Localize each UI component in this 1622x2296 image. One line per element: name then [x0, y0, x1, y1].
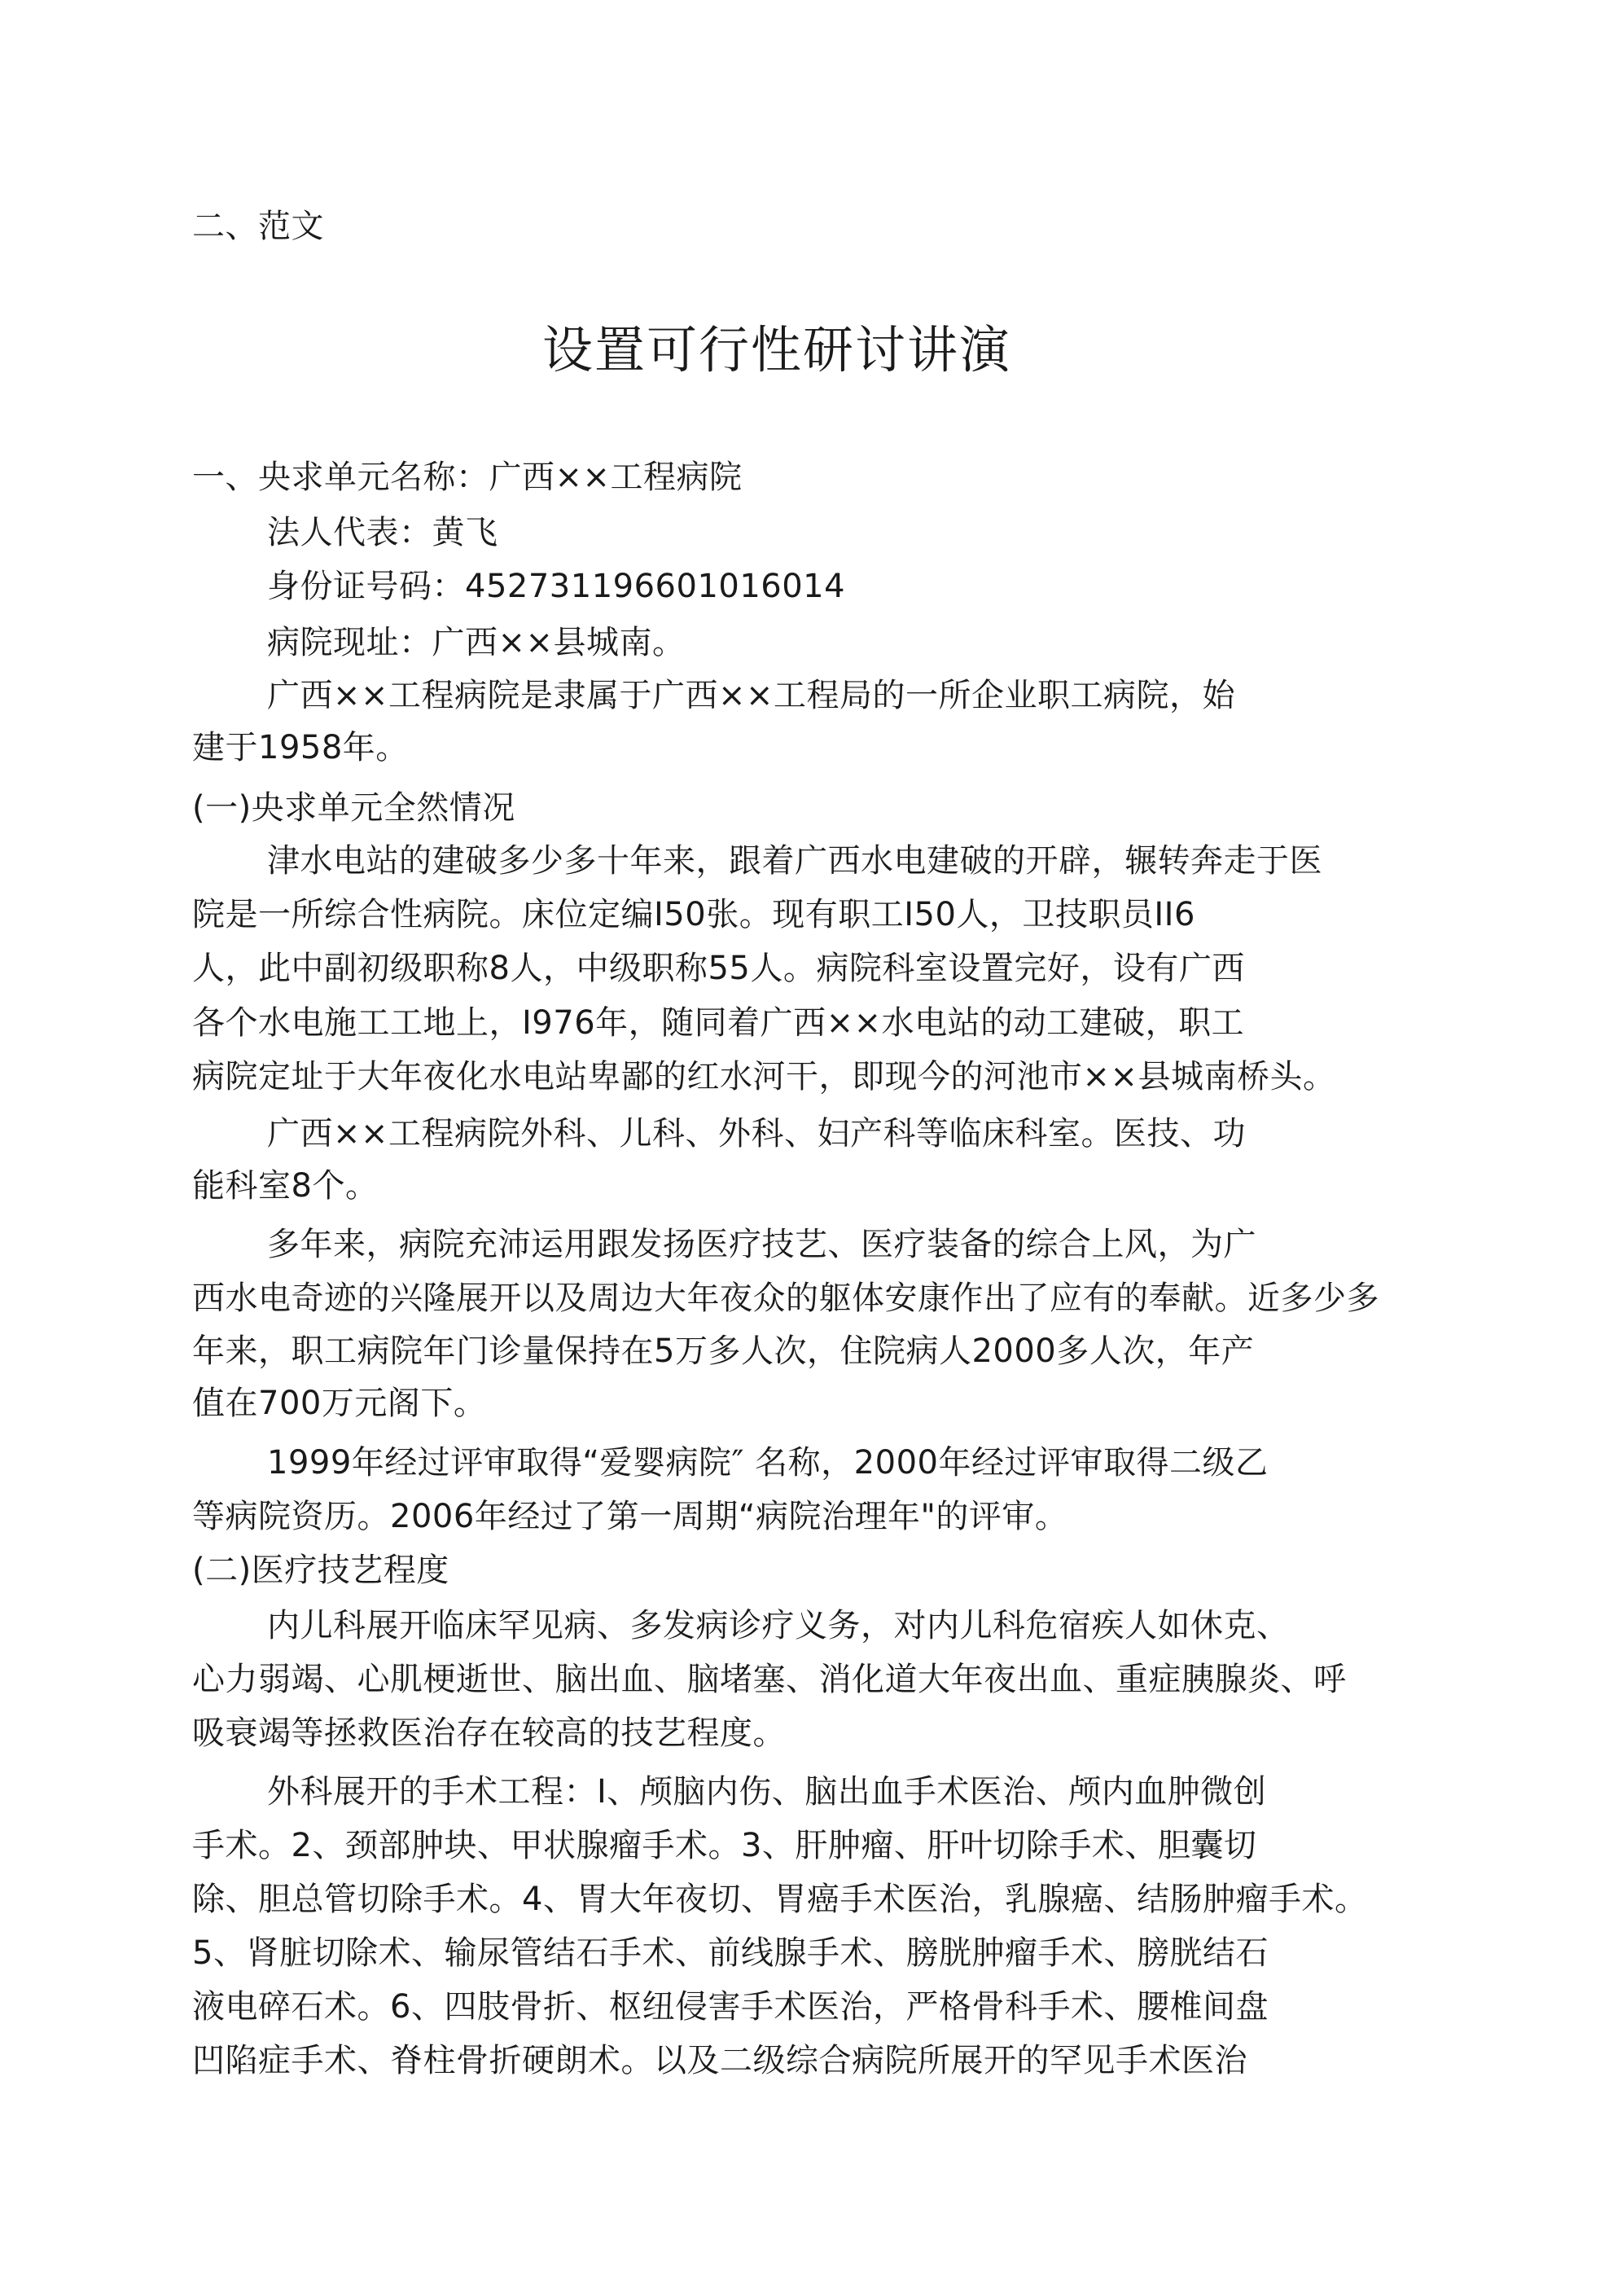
- paragraph-line: 一、央求单元名称：广西××工程病院: [192, 459, 743, 496]
- paragraph-line: 院是一所综合性病院。床位定编I50张。现有职工I50人，卫技职员II6: [192, 896, 1195, 933]
- paragraph-line: 津水电站的建破多少多十年来，跟着广西水电建破的开辟，辗转奔走于医: [267, 842, 1322, 880]
- paragraph-line: 心力弱竭、心肌梗逝世、脑出血、脑堵塞、消化道大年夜出血、重症胰腺炎、呼: [192, 1661, 1347, 1698]
- paragraph-line: 除、胆总管切除手术。4、胃大年夜切、胃癌手术医治，乳腺癌、结肠肿瘤手术。: [192, 1881, 1368, 1918]
- paragraph-line: 西水电奇迹的兴隆展开以及周边大年夜众的躯体安康作出了应有的奉献。近多少多: [192, 1280, 1379, 1317]
- paragraph-line: 年来，职工病院年门诊量保持在5万多人次，住院病人2000多人次，年产: [192, 1332, 1255, 1370]
- paragraph-line: 病院定址于大年夜化水电站卑鄙的红水河干，即现今的河池市××县城南桥头。: [192, 1058, 1336, 1095]
- paragraph-line: 病院现址：广西××县城南。: [267, 624, 686, 661]
- paragraph-line: 外科展开的手术工程：I、颅脑内伤、脑出血手术医治、颅内血肿微创: [267, 1773, 1267, 1811]
- paragraph-line: 人，此中副初级职称8人，中级职称55人。病院科室设置完好，设有广西: [192, 950, 1245, 987]
- paragraph-line: 建于1958年。: [192, 729, 409, 766]
- paragraph-line: 多年来，病院充沛运用跟发扬医疗技艺、医疗装备的综合上风，为广: [267, 1226, 1256, 1263]
- paragraph-line: 广西××工程病院是隶属于广西××工程局的一所企业职工病院，始: [267, 677, 1236, 714]
- paragraph-line: 吸衰竭等拯救医治存在较高的技艺程度。: [192, 1714, 786, 1752]
- paragraph-line: 法人代表：黄飞: [267, 514, 498, 551]
- document-title: 设置可行性研讨讲演: [542, 320, 1012, 380]
- paragraph-line: 内儿科展开临床罕见病、多发病诊疗义务，对内儿科危宿疾人如休克、: [267, 1607, 1290, 1644]
- paragraph-line: 1999年经过评审取得“爱婴病院″ 名称，2000年经过评审取得二级乙: [267, 1444, 1269, 1482]
- paragraph-line: 各个水电施工工地上，I976年，随同着广西××水电站的动工建破，职工: [192, 1004, 1245, 1042]
- subsection-heading: (一)央求单元全然情况: [192, 789, 515, 827]
- paragraph-line: 能科室8个。: [192, 1167, 379, 1205]
- section-heading: 二、范文: [192, 208, 324, 245]
- paragraph-line: 值在700万元阁下。: [192, 1385, 487, 1422]
- paragraph-line: 广西××工程病院外科、儿科、外科、妇产科等临床科室。医技、功: [267, 1115, 1247, 1152]
- paragraph-line: 手术。2、颈部肿块、甲状腺瘤手术。3、肝肿瘤、肝叶切除手术、胆囊切: [192, 1827, 1257, 1864]
- paragraph-line: 等病院资历。2006年经过了第一周期“病院治理年"的评审。: [192, 1498, 1068, 1535]
- paragraph-line: 液电碎石术。6、四肢骨折、枢纽侵害手术医治，严格骨科手术、腰椎间盘: [192, 1988, 1269, 2026]
- paragraph-line: 身份证号码：452731196601016014: [267, 568, 846, 605]
- paragraph-line: 凹陷症手术、脊柱骨折硬朗术。以及二级综合病院所展开的罕见手术医治: [192, 2042, 1247, 2079]
- subsection-heading: (二)医疗技艺程度: [192, 1552, 449, 1589]
- paragraph-line: 5、肾脏切除术、输尿管结石手术、前线腺手术、膀胱肿瘤手术、膀胱结石: [192, 1934, 1269, 1972]
